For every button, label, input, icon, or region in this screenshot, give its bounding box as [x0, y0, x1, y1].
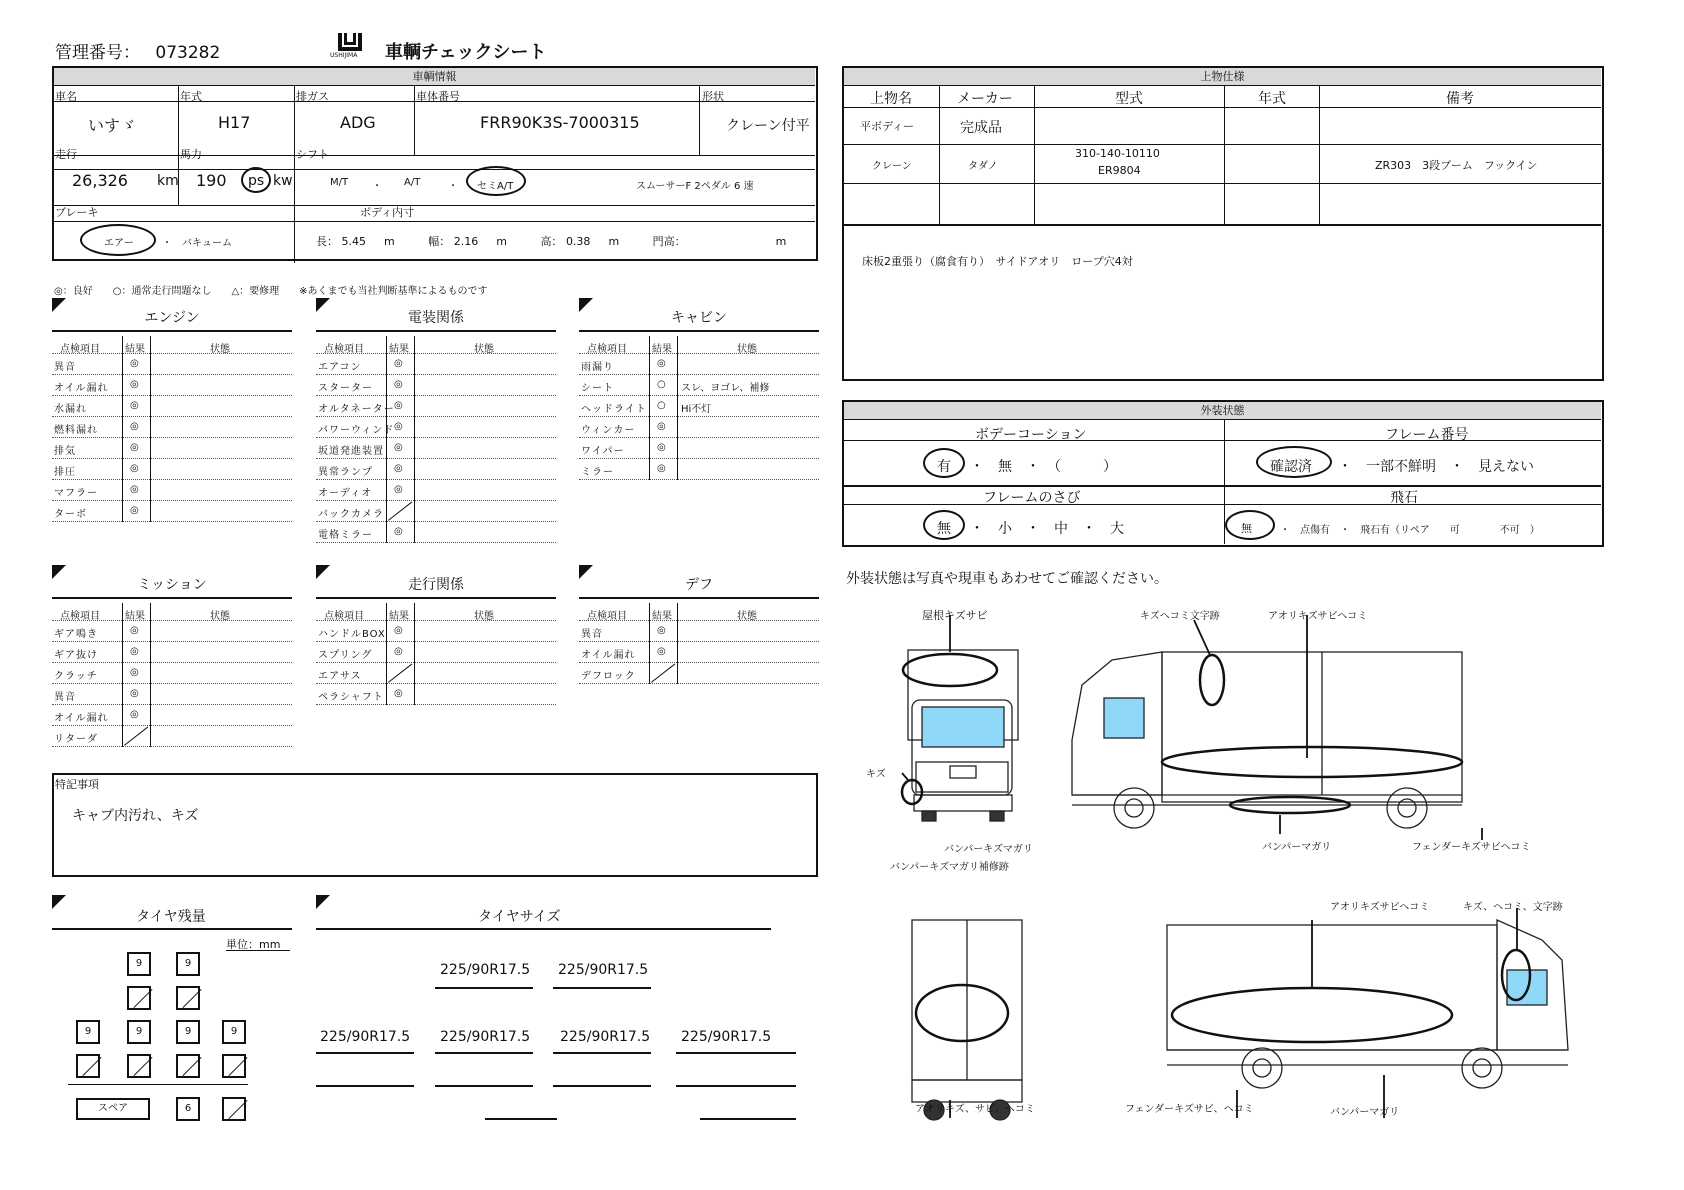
- diag-bumper4: バンパーマガリ: [1330, 1107, 1400, 1118]
- upper-row2-note: ZR303 3段ブーム フックイン: [1375, 159, 1538, 172]
- tire-unit: 単位：mm: [226, 938, 281, 951]
- diag-kizu: キズ: [866, 769, 886, 780]
- upper-row1-name: 平ボディー: [860, 120, 915, 133]
- body-size-label: ボディ内寸: [360, 206, 415, 219]
- hp-label: 馬力: [180, 148, 202, 161]
- cabin-result-5: ◎: [657, 463, 666, 474]
- stone-options: ・ 点傷有 ・ 飛石有（リペア 可 不可 ）: [1280, 525, 1540, 536]
- engine-item-3: 燃料漏れ: [54, 425, 98, 436]
- mileage-label: 走行: [55, 148, 77, 161]
- mission-result-0: ◎: [130, 625, 139, 636]
- chassis-value: FRR90K3S-7000315: [480, 113, 640, 132]
- engine-item-4: 排気: [54, 446, 76, 457]
- tire-size-title: タイヤサイズ: [478, 909, 561, 925]
- brake-vacuum: バキューム: [182, 238, 232, 249]
- drive-item-2: エアサス: [318, 671, 362, 682]
- electric-col-item: 点検項目: [324, 344, 364, 355]
- tire-size-rear-3: 225/90R17.5: [560, 1029, 651, 1045]
- electric-item-0: エアコン: [318, 362, 362, 373]
- brake-air: エアー: [104, 238, 134, 249]
- rust-value: 無: [937, 521, 951, 537]
- frame-no-circle: [1256, 446, 1332, 478]
- upper-remark: 床板2重張り（腐食有り） サイドアオリ ロープ穴4対: [862, 255, 1133, 268]
- diff-item-0: 異音: [581, 629, 603, 640]
- rust-options: ・ 小 ・ 中 ・ 大: [970, 521, 1124, 537]
- mgmt-label: 管理番号： 073282: [55, 43, 221, 63]
- tire-spare-label: スペア: [76, 1098, 150, 1120]
- mission-item-0: ギア鳴き: [54, 629, 98, 640]
- tire-size-rear-2: 225/90R17.5: [440, 1029, 531, 1045]
- rust-circle: [923, 510, 965, 540]
- diag-bumper1: バンパーキズマガリ: [944, 844, 1033, 855]
- tire-rear-3: 9: [176, 1020, 200, 1044]
- mission-title: ミッション: [137, 577, 207, 593]
- electric-result-3: ◎: [394, 421, 403, 432]
- mileage-value: 26,326: [72, 171, 128, 190]
- cabin-result-2: ○: [657, 400, 666, 411]
- frame-no-options: ・ 一部不鮮明 ・ 見えない: [1338, 459, 1534, 475]
- cabin-result-1: ○: [657, 379, 666, 390]
- diag-dent2: キズ、ヘコミ、文字跡: [1463, 902, 1563, 913]
- diag-aori3: アオリキズサビヘコミ: [1330, 902, 1430, 913]
- tire-rear-2: 9: [127, 1020, 151, 1044]
- diag-aori1: アオリキズサビヘコミ: [1268, 611, 1368, 622]
- electric-title: 電装関係: [408, 310, 464, 326]
- electric-item-1: スターター: [318, 383, 373, 394]
- maker-value: いすゞ: [88, 116, 137, 135]
- special-text: キャブ内汚れ、キズ: [72, 808, 199, 824]
- maker-label: 車名: [55, 90, 77, 103]
- upper-col-year: 年式: [1258, 91, 1286, 107]
- drive-col-result: 結果: [389, 611, 409, 622]
- diff-result-0: ◎: [657, 625, 666, 636]
- mission-item-3: 異音: [54, 692, 76, 703]
- engine-result-5: ◎: [130, 463, 139, 474]
- electric-col-result: 結果: [389, 344, 409, 355]
- electric-result-5: ◎: [394, 463, 403, 474]
- shift-at: A/T: [404, 177, 421, 188]
- ps-unit: ps: [248, 173, 265, 189]
- diff-item-2: デフロック: [581, 671, 636, 682]
- electric-result-1: ◎: [394, 379, 403, 390]
- shift-label: シフト: [296, 148, 329, 161]
- diff-col-result: 結果: [652, 611, 672, 622]
- mgmt-number: 073282: [155, 43, 221, 63]
- cabin-title: キャビン: [671, 310, 727, 326]
- tire-size-front-1: 225/90R17.5: [440, 962, 531, 978]
- cabin-item-0: 雨漏り: [581, 362, 614, 373]
- engine-title: エンジン: [144, 310, 200, 326]
- cabin-state-1: スレ、ヨゴレ、補修: [681, 383, 770, 394]
- air-circle: [80, 224, 156, 256]
- drive-col-state: 状態: [474, 611, 494, 622]
- diag-fender2: フェンダーキズサビ、ヘコミ: [1125, 1104, 1254, 1115]
- cabin-item-4: ワイパー: [581, 446, 625, 457]
- chassis-label: 車体番号: [416, 90, 460, 103]
- engine-result-6: ◎: [130, 484, 139, 495]
- upper-col-name: 上物名: [870, 91, 912, 107]
- electric-item-4: 坂道発進装置: [318, 446, 384, 457]
- diff-item-1: オイル漏れ: [581, 650, 636, 661]
- electric-item-2: オルタネーター: [318, 404, 395, 415]
- shape-label: 形状: [702, 90, 724, 103]
- year-value: H17: [218, 113, 251, 132]
- diag-aori2: アオリキズ、サビ、ヘコミ: [915, 1104, 1035, 1115]
- tire-size-marker: [316, 895, 330, 909]
- semi-at-circle: [466, 166, 526, 196]
- legend: ◎：良好 ○：通常走行問題なし △：要修理 ※あくまでも当社判断基準によるものです: [54, 286, 488, 297]
- special-label: 特記事項: [55, 778, 99, 791]
- diag-dent-text: キズヘコミ文字跡: [1140, 611, 1220, 622]
- engine-col-state: 状態: [210, 344, 230, 355]
- electric-item-8: 電格ミラー: [318, 530, 373, 541]
- engine-col-result: 結果: [125, 344, 145, 355]
- tire-rear-5: [76, 1054, 100, 1078]
- gas-label: 排ガス: [296, 90, 329, 103]
- upper-row1-maker: 完成品: [960, 120, 1002, 136]
- mission-result-1: ◎: [130, 646, 139, 657]
- tire-rear-4: 9: [222, 1020, 246, 1044]
- cabin-item-5: ミラー: [581, 467, 614, 478]
- diag-fender1: フェンダーキズサビヘコミ: [1412, 842, 1531, 853]
- year-label: 年式: [180, 90, 202, 103]
- tire-rear-1: 9: [76, 1020, 100, 1044]
- mission-result-3: ◎: [130, 688, 139, 699]
- mission-result-4: ◎: [130, 709, 139, 720]
- electric-item-5: 異常ランプ: [318, 467, 373, 478]
- km-unit: km: [157, 173, 179, 189]
- coat-value: 有: [937, 459, 951, 475]
- cabin-state-2: Hi不灯: [681, 404, 712, 415]
- engine-item-6: マフラー: [54, 488, 98, 499]
- cabin-result-4: ◎: [657, 442, 666, 453]
- engine-result-2: ◎: [130, 400, 139, 411]
- mission-col-state: 状態: [210, 611, 230, 622]
- vehicle-section-title: 車輌情報: [54, 68, 815, 86]
- tire-size-front-2: 225/90R17.5: [558, 962, 649, 978]
- drive-item-1: スプリング: [318, 650, 373, 661]
- drive-title: 走行関係: [408, 577, 464, 593]
- engine-col-item: 点検項目: [60, 344, 100, 355]
- engine-item-5: 排圧: [54, 467, 76, 478]
- tire-front-left-inner: [127, 986, 151, 1010]
- diff-col-item: 点検項目: [587, 611, 627, 622]
- exterior-section-title: 外装状態: [844, 402, 1601, 420]
- cabin-col-result: 結果: [652, 344, 672, 355]
- upper-col-model: 型式: [1115, 91, 1143, 107]
- shift-mt: M/T: [330, 177, 349, 188]
- mission-item-2: クラッチ: [54, 671, 98, 682]
- coat-label: ボデーコーション: [975, 427, 1087, 443]
- company-logo: USHIJIMA: [330, 33, 376, 63]
- tire-spare-1: 6: [176, 1097, 200, 1121]
- cabin-result-3: ◎: [657, 421, 666, 432]
- tire-front-right: 9: [176, 952, 200, 976]
- cabin-item-3: ウィンカー: [581, 425, 636, 436]
- diff-col-state: 状態: [737, 611, 757, 622]
- drive-col-item: 点検項目: [324, 611, 364, 622]
- engine-result-1: ◎: [130, 379, 139, 390]
- hp-value: 190: [196, 171, 227, 190]
- kw-unit: kw: [273, 173, 293, 189]
- exterior-note: 外装状態は写真や現車もあわせてご確認ください。: [846, 571, 1168, 587]
- electric-result-0: ◎: [394, 358, 403, 369]
- tire-front-left: 9: [127, 952, 151, 976]
- drive-item-3: ペラシャフト: [318, 692, 384, 703]
- electric-result-6: ◎: [394, 484, 403, 495]
- electric-result-na-7: [388, 502, 412, 521]
- ps-circle: [241, 167, 271, 193]
- diag-bumper2: バンパーキズマガリ補修跡: [890, 862, 1009, 873]
- mission-item-1: ギア抜け: [54, 650, 98, 661]
- stone-label: 飛石: [1390, 490, 1418, 506]
- tire-rear-8: [222, 1054, 246, 1078]
- special-notes-box: [52, 773, 818, 877]
- frame-no-label: フレーム番号: [1385, 427, 1469, 443]
- drive-result-na-2: [388, 664, 412, 683]
- diff-title: デフ: [685, 577, 713, 593]
- engine-item-0: 異音: [54, 362, 76, 373]
- engine-item-2: 水漏れ: [54, 404, 87, 415]
- diag-bumper3: バンパーマガリ: [1262, 842, 1332, 853]
- frame-no-value: 確認済: [1270, 459, 1312, 475]
- tire-front-right-inner: [176, 986, 200, 1010]
- cabin-result-0: ◎: [657, 358, 666, 369]
- stone-circle: [1225, 510, 1275, 540]
- engine-item-1: オイル漏れ: [54, 383, 109, 394]
- mission-col-item: 点検項目: [60, 611, 100, 622]
- electric-item-3: パワーウィンド: [318, 425, 395, 436]
- rust-label: フレームのさび: [983, 490, 1081, 506]
- shape-value: クレーン付平: [726, 118, 810, 134]
- engine-result-0: ◎: [130, 358, 139, 369]
- upper-col-note: 備考: [1446, 91, 1474, 107]
- mission-result-2: ◎: [130, 667, 139, 678]
- stone-value: 無: [1241, 522, 1252, 535]
- coat-circle: [923, 448, 965, 478]
- mission-item-4: オイル漏れ: [54, 713, 109, 724]
- mission-item-5: リターダ: [54, 734, 98, 745]
- tire-size-rear-4: 225/90R17.5: [681, 1029, 772, 1045]
- tire-rear-6: [127, 1054, 151, 1078]
- tire-spare-2: [222, 1097, 246, 1121]
- electric-col-state: 状態: [474, 344, 494, 355]
- upper-spec-box: [842, 66, 1604, 381]
- cabin-col-item: 点検項目: [587, 344, 627, 355]
- page-title: 車輌チェックシート: [385, 42, 547, 63]
- shift-semi-at: セミA/T: [477, 181, 514, 192]
- upper-row2-model2: ER9804: [1098, 164, 1141, 177]
- cabin-col-state: 状態: [737, 344, 757, 355]
- electric-result-2: ◎: [394, 400, 403, 411]
- drive-result-3: ◎: [394, 688, 403, 699]
- diag-roof: 屋根キズサビ: [922, 609, 988, 622]
- drive-result-0: ◎: [394, 625, 403, 636]
- cabin-item-1: シート: [581, 383, 614, 394]
- electric-item-7: バックカメラ: [318, 509, 384, 520]
- engine-result-3: ◎: [130, 421, 139, 432]
- cabin-item-2: ヘッドライト: [581, 404, 647, 415]
- electric-result-8: ◎: [394, 526, 403, 537]
- upper-col-maker: メーカー: [957, 91, 1013, 107]
- engine-result-4: ◎: [130, 442, 139, 453]
- engine-result-7: ◎: [130, 505, 139, 516]
- diff-result-na-2: [651, 664, 675, 683]
- electric-result-4: ◎: [394, 442, 403, 453]
- diff-result-1: ◎: [657, 646, 666, 657]
- mission-result-na-5: [124, 727, 148, 746]
- shift-note: スムーサーF 2ペダル 6 速: [636, 181, 754, 192]
- drive-result-1: ◎: [394, 646, 403, 657]
- brake-label: ブレーキ: [55, 206, 99, 219]
- coat-options: ・ 無 ・ （ ）: [970, 459, 1117, 475]
- drive-item-0: ハンドルBOX: [318, 629, 386, 640]
- upper-row2-model: 310-140-10110: [1075, 147, 1160, 160]
- mission-col-result: 結果: [125, 611, 145, 622]
- upper-section-title: 上物仕様: [844, 68, 1601, 86]
- tire-marker: [52, 895, 66, 909]
- upper-row2-maker: タダノ: [968, 161, 998, 172]
- gas-value: ADG: [340, 113, 376, 132]
- tire-size-rear-1: 225/90R17.5: [320, 1029, 411, 1045]
- tire-remain-title: タイヤ残量: [136, 909, 206, 925]
- body-dims: 長： 5.45 m 幅： 2.16 m 高： 0.38 m 門高： m: [316, 235, 787, 248]
- electric-item-6: オーディオ: [318, 488, 373, 499]
- upper-row2-name: クレーン: [872, 161, 912, 172]
- tire-rear-7: [176, 1054, 200, 1078]
- engine-item-7: ターボ: [54, 509, 87, 520]
